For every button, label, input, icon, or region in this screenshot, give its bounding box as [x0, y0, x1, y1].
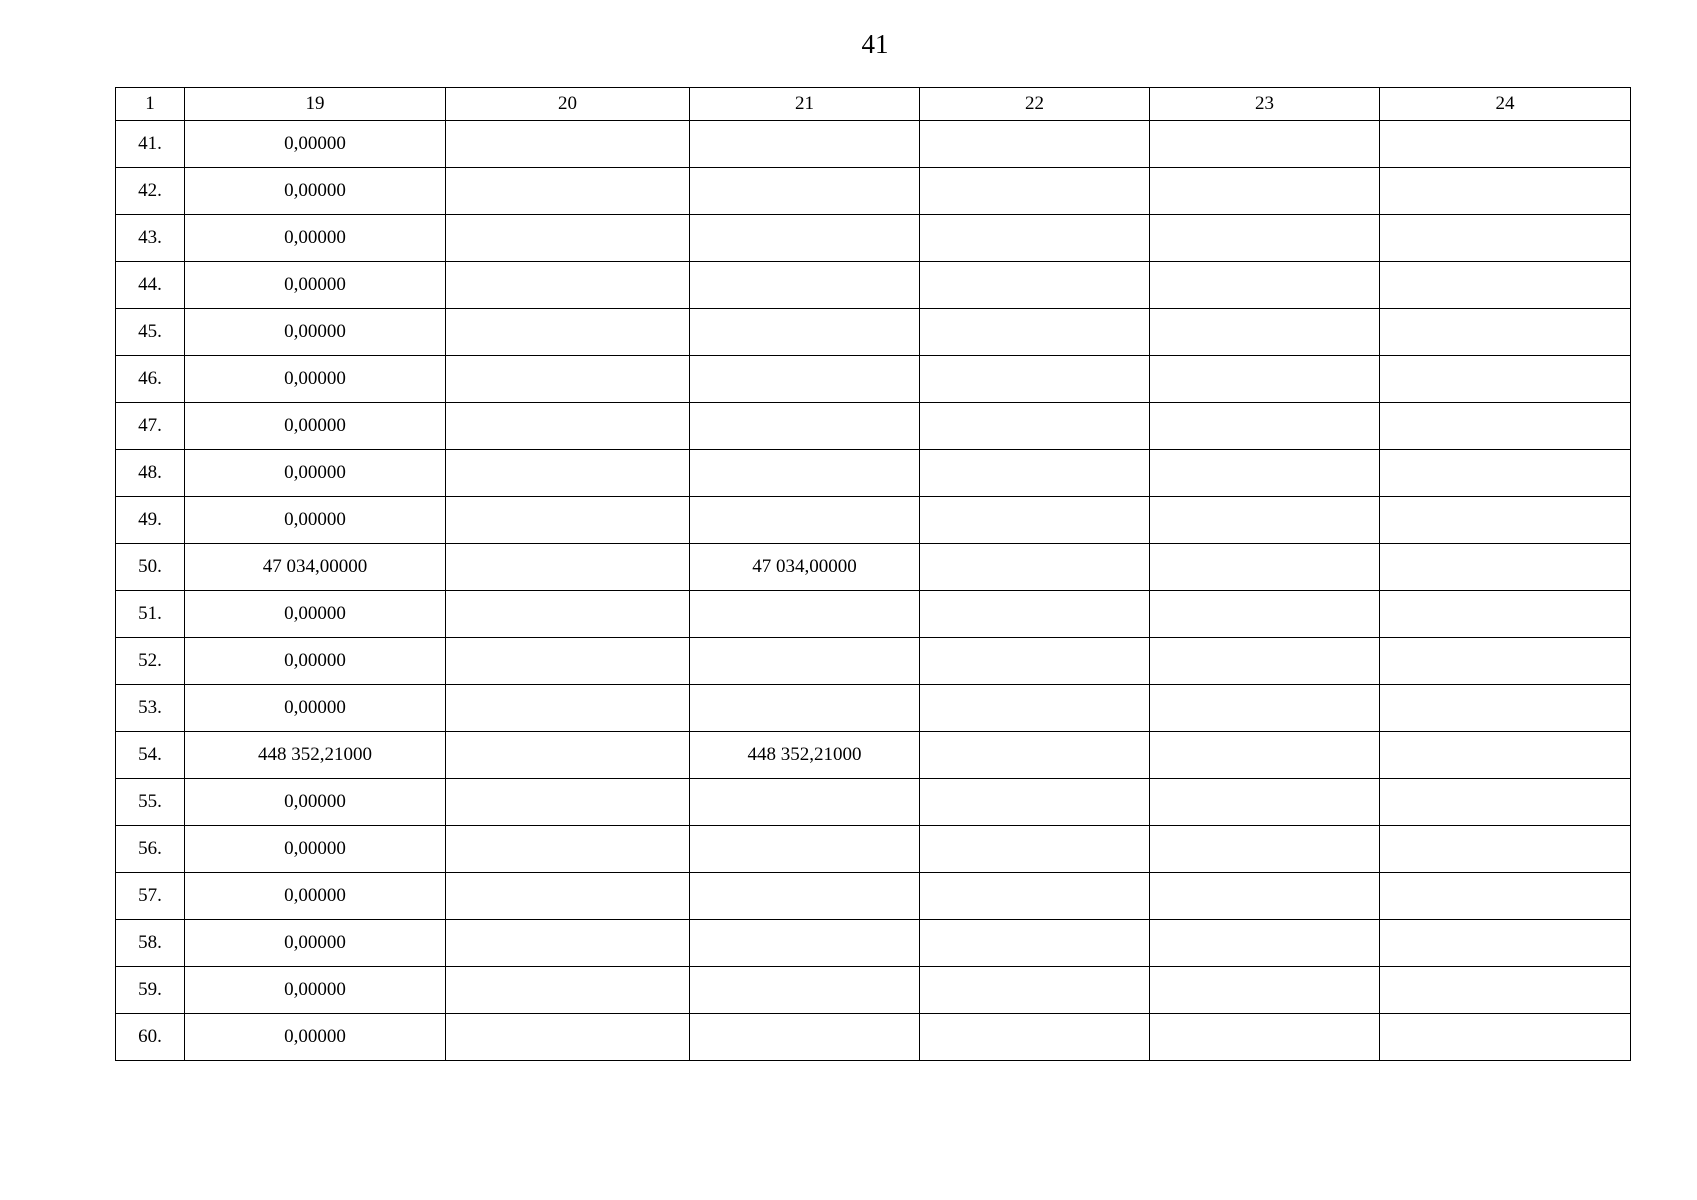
table-cell — [446, 920, 690, 967]
table-cell — [1150, 826, 1380, 873]
header-cell: 22 — [920, 88, 1150, 121]
table-cell: 0,00000 — [185, 591, 446, 638]
table-cell — [690, 403, 920, 450]
table-cell — [1380, 215, 1631, 262]
table-cell — [920, 826, 1150, 873]
table-row — [116, 403, 1631, 450]
table-cell — [446, 779, 690, 826]
table-cell — [1380, 873, 1631, 920]
table-cell — [920, 403, 1150, 450]
table-row — [116, 591, 1631, 638]
table-cell — [446, 356, 690, 403]
row-number-cell: 48. — [116, 450, 185, 497]
header-cell: 19 — [185, 88, 446, 121]
table-row — [116, 121, 1631, 168]
table-cell — [1150, 450, 1380, 497]
table-cell — [1380, 591, 1631, 638]
table-cell — [1380, 356, 1631, 403]
table-cell — [1150, 920, 1380, 967]
table-cell — [690, 826, 920, 873]
table-cell — [690, 168, 920, 215]
table-row — [116, 356, 1631, 403]
table-cell — [1380, 309, 1631, 356]
table-cell: 448 352,21000 — [690, 732, 920, 779]
row-number-cell: 57. — [116, 873, 185, 920]
table-cell — [920, 779, 1150, 826]
table-cell — [920, 450, 1150, 497]
table-cell — [446, 826, 690, 873]
table-cell — [920, 497, 1150, 544]
table-cell — [1380, 779, 1631, 826]
table-cell: 0,00000 — [185, 403, 446, 450]
table-cell — [446, 215, 690, 262]
table-cell — [690, 779, 920, 826]
table-cell — [1150, 732, 1380, 779]
table-cell — [1380, 685, 1631, 732]
table-cell: 0,00000 — [185, 450, 446, 497]
table-cell: 0,00000 — [185, 309, 446, 356]
row-number-cell: 55. — [116, 779, 185, 826]
table-row — [116, 638, 1631, 685]
table-cell: 0,00000 — [185, 826, 446, 873]
table-cell — [690, 262, 920, 309]
table-cell — [1150, 403, 1380, 450]
row-number-cell: 41. — [116, 121, 185, 168]
table-cell — [1380, 121, 1631, 168]
row-number-cell: 49. — [116, 497, 185, 544]
table-cell — [1150, 168, 1380, 215]
header-cell: 21 — [690, 88, 920, 121]
table-cell — [1380, 168, 1631, 215]
table-cell — [920, 591, 1150, 638]
table-cell — [920, 638, 1150, 685]
table-row — [116, 1014, 1631, 1061]
table-cell — [1380, 967, 1631, 1014]
table-cell: 0,00000 — [185, 779, 446, 826]
table-cell — [1150, 262, 1380, 309]
table-row — [116, 262, 1631, 309]
row-number-cell: 59. — [116, 967, 185, 1014]
row-number-cell: 46. — [116, 356, 185, 403]
table-cell — [690, 873, 920, 920]
row-number-cell: 43. — [116, 215, 185, 262]
table-cell — [920, 1014, 1150, 1061]
table-cell — [446, 685, 690, 732]
table-cell — [446, 638, 690, 685]
table-cell — [1150, 1014, 1380, 1061]
table-cell: 47 034,00000 — [690, 544, 920, 591]
header-row — [116, 88, 1631, 121]
table-row — [116, 215, 1631, 262]
table-cell — [920, 168, 1150, 215]
row-number-cell: 53. — [116, 685, 185, 732]
table-cell — [1380, 544, 1631, 591]
table-cell — [1150, 591, 1380, 638]
table-cell — [446, 309, 690, 356]
table-cell — [446, 967, 690, 1014]
table-cell — [446, 544, 690, 591]
table-cell — [1380, 732, 1631, 779]
row-number-cell: 58. — [116, 920, 185, 967]
table-cell: 448 352,21000 — [185, 732, 446, 779]
table-body — [116, 121, 1631, 1061]
table-row — [116, 685, 1631, 732]
table-cell: 0,00000 — [185, 873, 446, 920]
table-cell — [1150, 121, 1380, 168]
table-cell — [690, 215, 920, 262]
row-number-cell: 54. — [116, 732, 185, 779]
header-cell: 1 — [116, 88, 185, 121]
table-cell — [920, 967, 1150, 1014]
header-cell: 20 — [446, 88, 690, 121]
table-cell — [1380, 920, 1631, 967]
table-cell — [920, 309, 1150, 356]
table-cell — [446, 591, 690, 638]
table-cell — [920, 732, 1150, 779]
header-cell: 24 — [1380, 88, 1631, 121]
table-cell — [920, 262, 1150, 309]
table-cell — [446, 450, 690, 497]
table-row — [116, 544, 1631, 591]
table-cell — [920, 685, 1150, 732]
table-cell: 0,00000 — [185, 920, 446, 967]
table-cell — [690, 638, 920, 685]
table-cell: 0,00000 — [185, 168, 446, 215]
table-cell — [446, 168, 690, 215]
row-number-cell: 50. — [116, 544, 185, 591]
table-cell — [920, 920, 1150, 967]
table-row — [116, 497, 1631, 544]
table-cell — [446, 497, 690, 544]
table-cell: 0,00000 — [185, 121, 446, 168]
table-cell: 0,00000 — [185, 356, 446, 403]
table-cell: 0,00000 — [185, 685, 446, 732]
table-cell — [1150, 544, 1380, 591]
table-cell — [690, 685, 920, 732]
table-cell — [690, 356, 920, 403]
table-cell — [446, 873, 690, 920]
table-cell: 0,00000 — [185, 215, 446, 262]
table-cell — [690, 450, 920, 497]
table-cell — [690, 497, 920, 544]
table-row — [116, 920, 1631, 967]
row-number-cell: 45. — [116, 309, 185, 356]
table-cell — [690, 920, 920, 967]
table-cell: 0,00000 — [185, 497, 446, 544]
table-cell — [1380, 1014, 1631, 1061]
table-cell — [920, 873, 1150, 920]
table-row — [116, 309, 1631, 356]
table-cell — [1150, 638, 1380, 685]
table-row — [116, 826, 1631, 873]
table-cell — [446, 262, 690, 309]
table-row — [116, 967, 1631, 1014]
table-cell: 0,00000 — [185, 638, 446, 685]
table-cell — [1150, 779, 1380, 826]
table-row — [116, 168, 1631, 215]
table-cell — [920, 121, 1150, 168]
table-cell — [920, 356, 1150, 403]
table-cell — [690, 309, 920, 356]
table-cell — [1380, 497, 1631, 544]
table-cell — [1380, 403, 1631, 450]
table-cell — [1150, 309, 1380, 356]
table-cell: 47 034,00000 — [185, 544, 446, 591]
table-cell — [1150, 356, 1380, 403]
row-number-cell: 51. — [116, 591, 185, 638]
table-cell — [1380, 826, 1631, 873]
header-cell: 23 — [1150, 88, 1380, 121]
table-cell — [690, 1014, 920, 1061]
row-number-cell: 56. — [116, 826, 185, 873]
table-cell — [1150, 497, 1380, 544]
table-cell: 0,00000 — [185, 967, 446, 1014]
table-cell — [446, 732, 690, 779]
table-cell — [920, 544, 1150, 591]
table-cell — [690, 967, 920, 1014]
table-cell — [1150, 215, 1380, 262]
row-number-cell: 47. — [116, 403, 185, 450]
table-cell — [1150, 685, 1380, 732]
table-cell — [1150, 967, 1380, 1014]
row-number-cell: 42. — [116, 168, 185, 215]
table-cell — [446, 121, 690, 168]
table-row — [116, 732, 1631, 779]
row-number-cell: 44. — [116, 262, 185, 309]
table-cell: 0,00000 — [185, 1014, 446, 1061]
table-cell — [1380, 450, 1631, 497]
row-number-cell: 60. — [116, 1014, 185, 1061]
table-cell — [446, 403, 690, 450]
table-header — [116, 88, 1631, 121]
table-row — [116, 779, 1631, 826]
row-number-cell: 52. — [116, 638, 185, 685]
table-row — [116, 873, 1631, 920]
table-cell — [920, 215, 1150, 262]
table-cell — [690, 121, 920, 168]
data-table — [115, 87, 1631, 1061]
table-cell — [1380, 262, 1631, 309]
table-cell — [1380, 638, 1631, 685]
table-cell — [1150, 873, 1380, 920]
table-cell: 0,00000 — [185, 262, 446, 309]
table-cell — [446, 1014, 690, 1061]
table-row — [116, 450, 1631, 497]
table-cell — [690, 591, 920, 638]
page-number: 41 — [861, 29, 889, 59]
